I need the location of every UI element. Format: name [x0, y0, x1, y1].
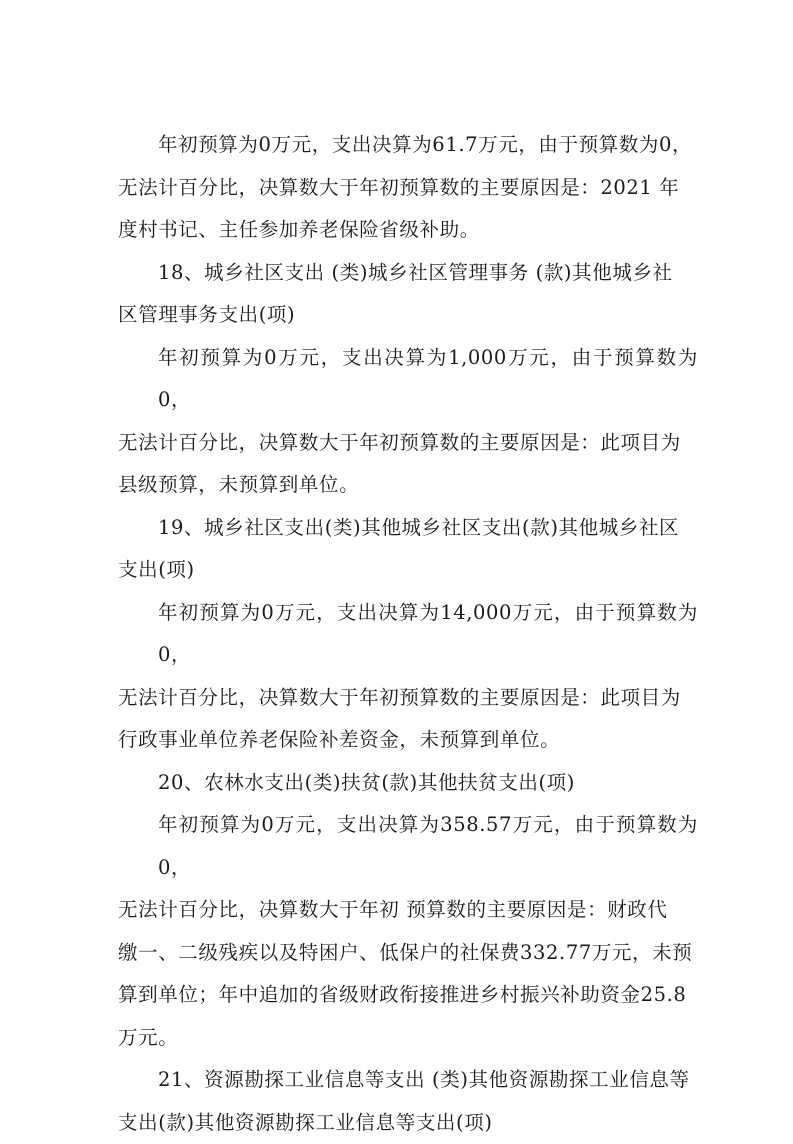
text-line: 支出(款)其他资源勘探工业信息等支出(项) — [118, 1102, 698, 1144]
text-line: 支出(项) — [118, 549, 698, 592]
section-heading-21 — [118, 1059, 698, 1144]
text-line: 21、资源勘探工业信息等支出 (类)其他资源勘探工业信息等 — [118, 1059, 698, 1102]
text-line: 无法计百分比，决算数大于年初 预算数的主要原因是：财政代 — [118, 889, 698, 932]
paragraph-18-prev-explanation — [118, 124, 698, 252]
text-line: 缴一、二级残疾以及特困户、低保户的社保费332.77万元，未预 — [118, 932, 698, 975]
text-line: 18、城乡社区支出 (类)城乡社区管理事务 (款)其他城乡社 — [118, 252, 698, 295]
text-line: 算到单位；年中追加的省级财政衔接推进乡村振兴补助资金25.8 — [118, 974, 698, 1017]
text-line: 年初预算为0万元，支出决算为358.57万元，由于预算数为0， — [118, 804, 698, 889]
paragraph-20-explanation — [118, 804, 698, 1059]
text-line: 19、城乡社区支出(类)其他城乡社区支出(款)其他城乡社区 — [118, 507, 698, 550]
text-line: 区管理事务支出(项) — [118, 294, 698, 337]
section-heading-20 — [118, 762, 698, 805]
text-line: 无法计百分比，决算数大于年初预算数的主要原因是：此项目为 — [118, 422, 698, 465]
section-heading-18 — [118, 252, 698, 337]
text-line: 度村书记、主任参加养老保险省级补助。 — [118, 209, 698, 252]
text-line: 无法计百分比，决算数大于年初预算数的主要原因是：此项目为 — [118, 677, 698, 720]
text-line: 年初预算为0万元，支出决算为1,000万元，由于预算数为0， — [118, 337, 698, 422]
text-line: 年初预算为0万元，支出决算为14,000万元，由于预算数为0， — [118, 592, 698, 677]
text-line: 县级预算，未预算到单位。 — [118, 464, 698, 507]
text-line: 年初预算为0万元，支出决算为61.7万元，由于预算数为0， — [118, 124, 698, 167]
paragraph-19-explanation — [118, 592, 698, 762]
text-line: 无法计百分比，决算数大于年初预算数的主要原因是：2021 年 — [118, 167, 698, 210]
text-line: 行政事业单位养老保险补差资金，未预算到单位。 — [118, 719, 698, 762]
section-heading-19 — [118, 507, 698, 592]
paragraph-18-explanation — [118, 337, 698, 507]
document-body — [118, 124, 698, 1144]
text-line: 20、农林水支出(类)扶贫(款)其他扶贫支出(项) — [118, 762, 698, 805]
text-line: 万元。 — [118, 1017, 698, 1060]
